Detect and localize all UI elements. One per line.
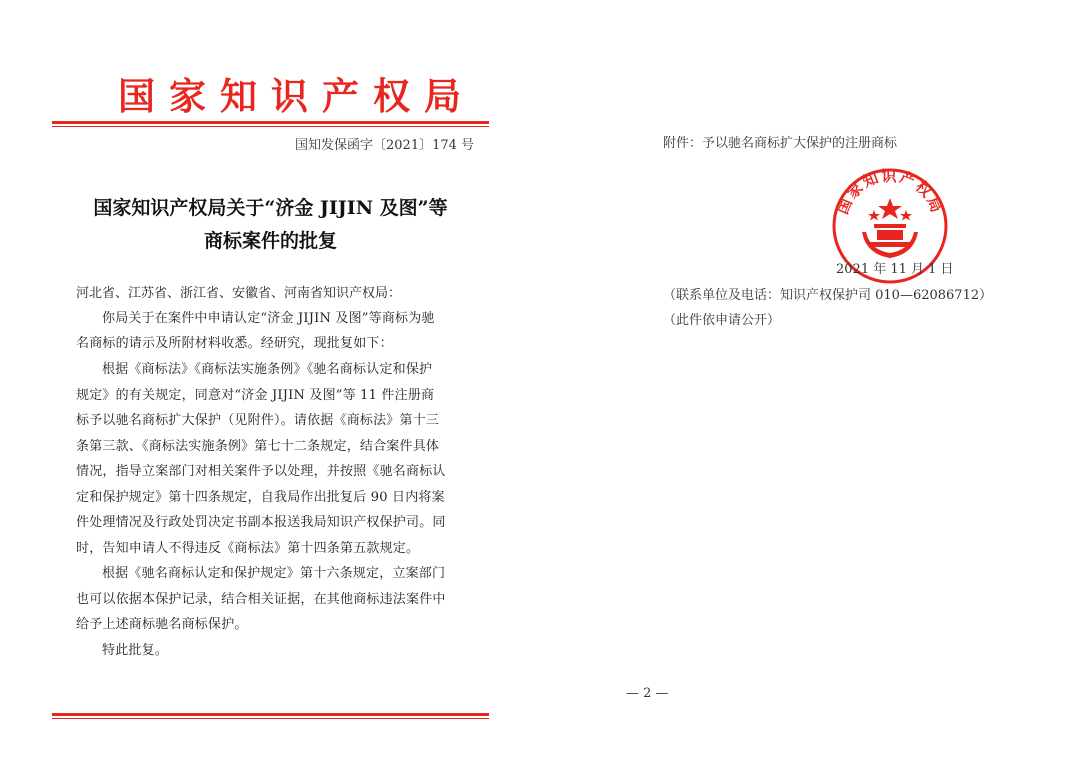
document-title-line-1: 国家知识产权局关于“济金 JIJIN 及图”等	[93, 197, 448, 219]
body-line: 根据《驰名商标认定和保护规定》第十六条规定，立案部门	[102, 566, 446, 581]
body-line: 规定》的有关规定，同意对“济金 JIJIN 及图”等 11 件注册商	[76, 388, 435, 403]
agency-header-title: 国家知识产权局	[118, 74, 475, 118]
issue-date: 2021 年 11 月 1 日	[836, 262, 954, 277]
header-red-rule-thin	[52, 126, 489, 127]
document-number: 国知发保函字〔2021〕174 号	[295, 138, 475, 153]
disclosure-note: （此件依申请公开）	[663, 313, 781, 328]
page-number: — 2 —	[626, 686, 669, 701]
header-red-rule	[52, 121, 489, 124]
body-line: 你局关于在案件中申请认定“济金 JIJIN 及图”等商标为驰	[102, 311, 435, 326]
closing-line: 特此批复。	[102, 643, 169, 658]
recipient-line: 河北省、江苏省、浙江省、安徽省、河南省知识产权局：	[76, 286, 402, 301]
contact-info: （联系单位及电话：知识产权保护司 010—62086712）	[663, 288, 993, 303]
attachment-line: 附件：予以驰名商标扩大保护的注册商标	[663, 136, 898, 151]
body-line: 条第三款、《商标法实施条例》第七十二条规定，结合案件具体	[76, 439, 440, 454]
document-title-line-2: 商标案件的批复	[203, 230, 337, 252]
body-line: 时，告知申请人不得违反《商标法》第十四条第五款规定。	[76, 541, 420, 556]
body-line: 给予上述商标驰名商标保护。	[76, 617, 248, 632]
footer-red-rule	[52, 713, 489, 716]
body-line: 情况，指导立案部门对相关案件予以处理，并按照《驰名商标认	[76, 464, 446, 479]
svg-text:国家知识产权局: 国家知识产权局	[833, 166, 947, 217]
body-line: 也可以依据本保护记录，结合相关证据，在其他商标违法案件中	[76, 592, 446, 607]
body-line: 根据《商标法》《商标法实施条例》《驰名商标认定和保护	[102, 362, 433, 377]
body-line: 标予以驰名商标扩大保护（见附件）。请依据《商标法》第十三	[76, 413, 440, 428]
footer-red-rule-thin	[52, 718, 489, 719]
body-line: 名商标的请示及所附材料收悉。经研究，现批复如下：	[76, 336, 393, 351]
body-line: 件处理情况及行政处罚决定书副本报送我局知识产权保护司。同	[76, 515, 446, 530]
body-line: 定和保护规定》第十四条规定，自我局作出批复后 90 日内将案	[76, 490, 445, 505]
